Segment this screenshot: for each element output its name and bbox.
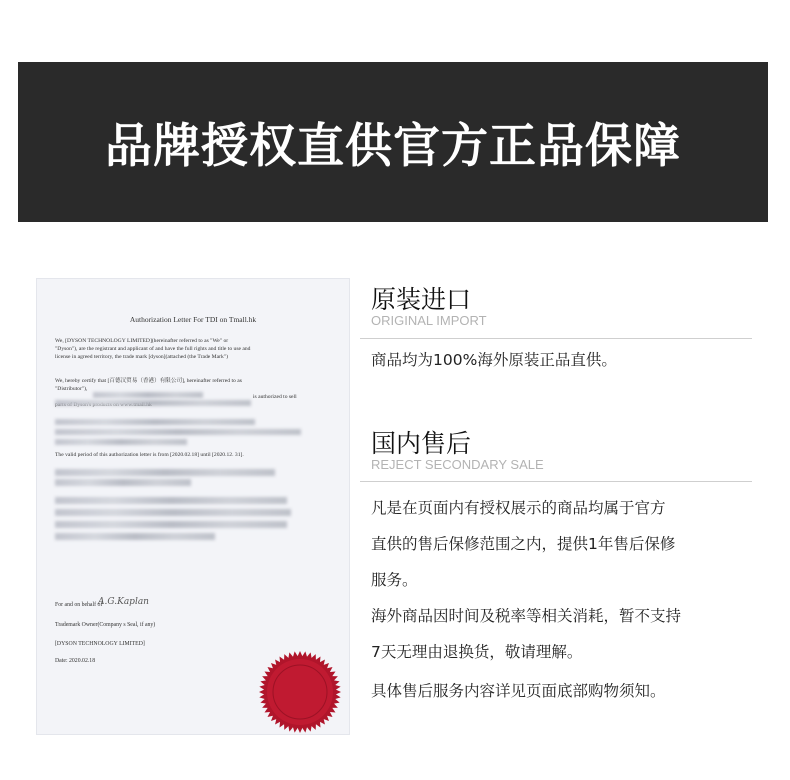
redacted-block — [55, 497, 287, 504]
redacted-block — [93, 392, 203, 398]
letter-paragraph-1 — [55, 337, 335, 361]
section-divider — [360, 481, 752, 482]
section-text: 商品均为100%海外原装正品直供。 — [371, 351, 617, 369]
redacted-block — [55, 469, 275, 476]
section-title-original-import: 原装进口 — [371, 285, 472, 314]
section-subtitle-original-import: ORIGINAL IMPORT — [371, 313, 487, 328]
section-text: 服务。 — [371, 571, 418, 589]
redacted-block — [55, 439, 187, 445]
section-text: 凡是在页面内有授权展示的商品均属于官方 — [371, 499, 666, 517]
sign-line-behalf: For and on behalf of — [55, 602, 103, 608]
section-text: 具体售后服务内容详见页面底部购物须知。 — [371, 682, 666, 700]
banner-title: 品牌授权直供官方正品保障 — [105, 118, 681, 174]
redacted-block — [55, 400, 251, 406]
header-banner — [18, 62, 768, 222]
letter-line: is authorized to sell — [253, 394, 297, 400]
redacted-block — [55, 533, 215, 540]
section-text: 7天无理由退换货，敬请理解。 — [371, 643, 583, 661]
section-divider — [360, 338, 752, 339]
seal-icon — [258, 650, 342, 734]
section-subtitle-after-sales: REJECT SECONDARY SALE — [371, 457, 544, 472]
seal-body — [267, 659, 333, 725]
letter-line: "Dyson"), are the registrant and applicant of and have the full rights and title to use and — [55, 346, 251, 352]
section-text: 直供的售后保修范围之内，提供1年售后保修 — [371, 535, 676, 553]
sign-line-owner: Trademark Owner(Company s Seal, if any) — [55, 622, 156, 628]
section-text: 海外商品因时间及税率等相关消耗，暂不支持 — [371, 607, 682, 625]
redacted-block — [55, 419, 255, 425]
sign-line-company: [DYSON TECHNOLOGY LIMITED] — [55, 641, 145, 647]
letter-line: We, hereby certify that [百德汉贸易（香港）有限公司], hereinafter referred to as — [55, 378, 242, 384]
redacted-block — [55, 521, 287, 528]
redacted-block — [55, 509, 291, 516]
signature: A.G.Kaplan — [98, 597, 149, 607]
letter-paragraph-3: The valid period of this authorization letter is from [2020.02.18] until [2020.12. 31]. — [55, 452, 244, 458]
letter-title: Authorization Letter For TDI on Tmall.hk — [129, 315, 257, 324]
redacted-block — [55, 429, 301, 435]
redacted-block — [55, 479, 191, 486]
letter-line: "Distributor"), — [55, 386, 88, 392]
section-title-after-sales: 国内售后 — [371, 429, 472, 458]
letter-line: We, [DYSON TECHNOLOGY LIMITED](hereinafter referred to as "We" or — [55, 338, 229, 344]
sign-line-date: Date: 2020.02.18 — [55, 658, 96, 664]
letter-line: license in agreed territory, the trade mark [dyson](attached (the Trade Mark") — [55, 354, 228, 360]
